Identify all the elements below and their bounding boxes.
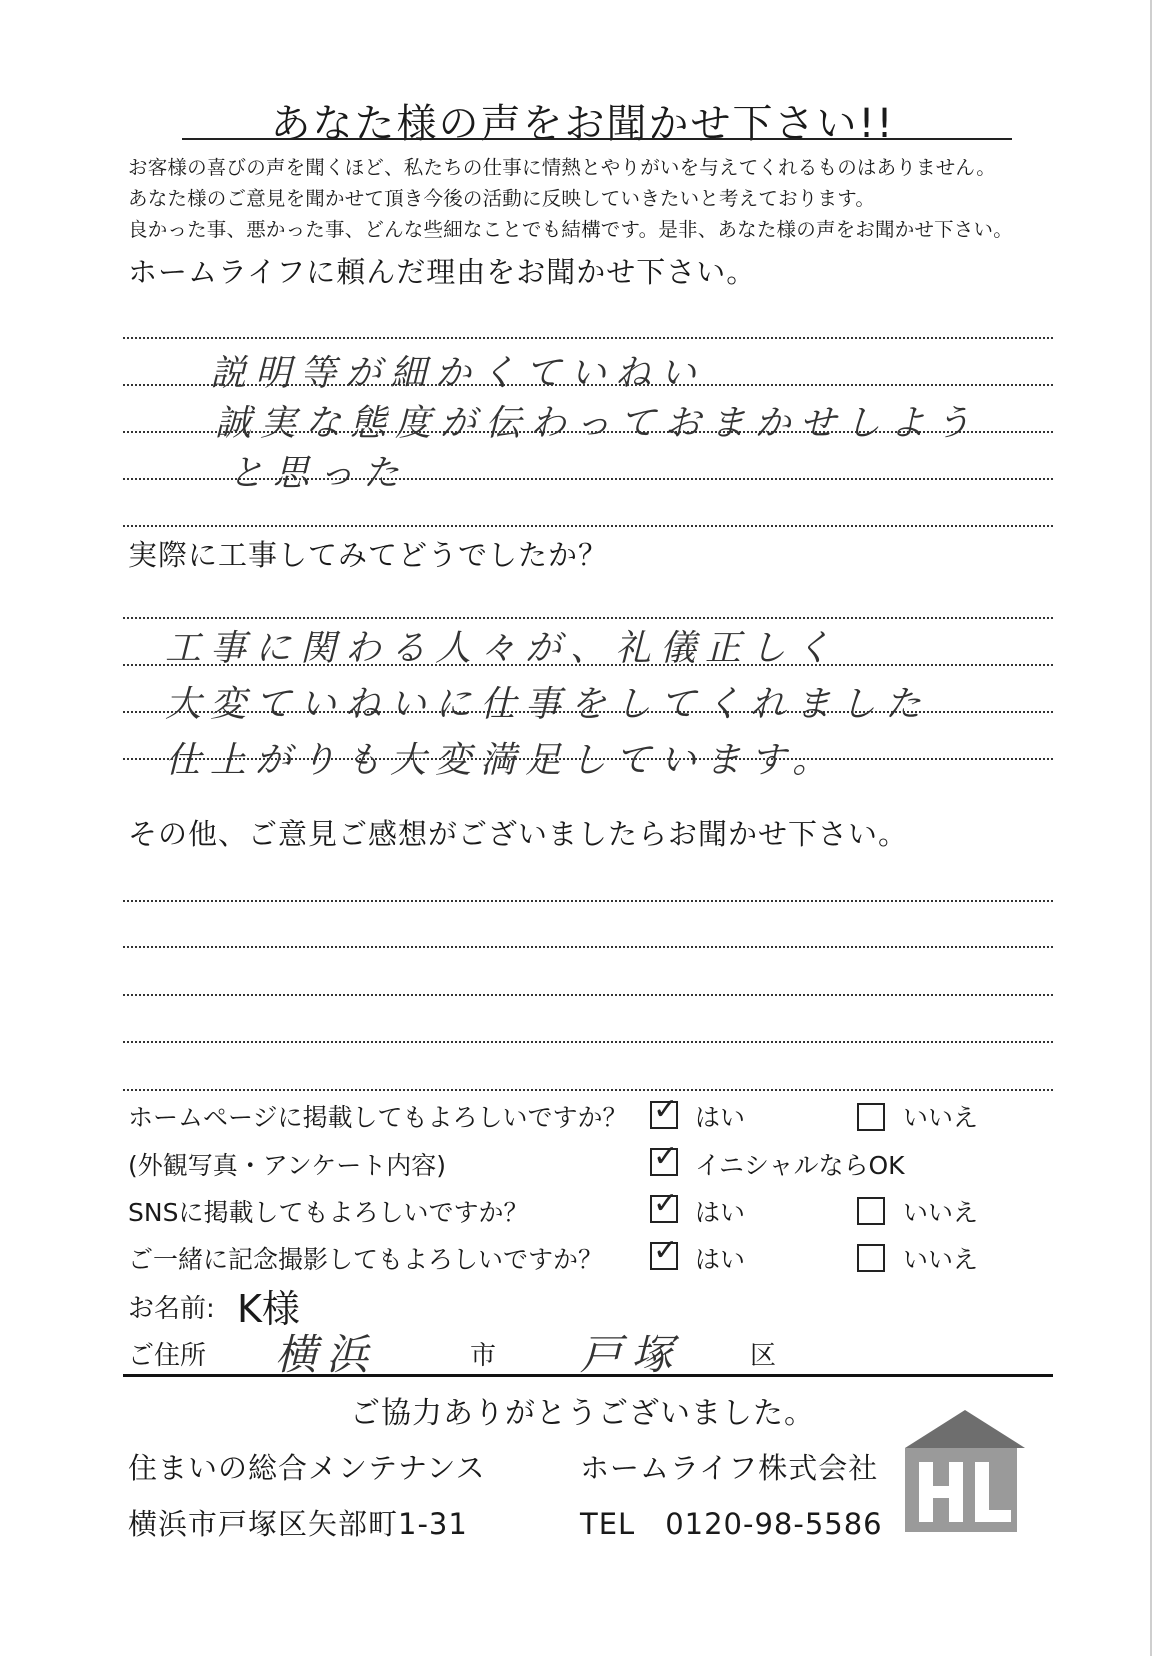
writing-line [123, 758, 1053, 760]
question-experience: 実際に工事してみてどうでしたか？ [128, 538, 609, 572]
footer-divider [123, 1374, 1053, 1377]
writing-line [123, 337, 1053, 339]
answer-reason-line-2: 誠実な態度が伝わっておまかせしよう [215, 403, 980, 444]
writing-line [123, 525, 1053, 527]
thank-you-message: ご協力ありがとうございました。 [350, 1396, 815, 1431]
writing-line [123, 1089, 1053, 1091]
check-mark-icon: ✓ [653, 1233, 679, 1268]
initials-ok-checkbox[interactable] [650, 1139, 679, 1176]
check-mark-icon: ✓ [653, 1186, 679, 1221]
address-city: 横浜 [275, 1330, 378, 1379]
writing-line [123, 711, 1053, 713]
photo-yes-checkbox[interactable] [650, 1233, 679, 1270]
answer-experience-line-2: 大変ていねいに仕事をしてくれました [165, 684, 931, 725]
answer-reason-line-1: 説明等が細かくていねい [210, 353, 706, 394]
answer-experience-line-1: 工事に関わる人々が、礼儀正しく [165, 628, 841, 669]
photo-consent-question: ご一緒に記念撮影してもよろしいですか？ [128, 1245, 604, 1274]
intro-line-2: あなた様のご意見を聞かせて頂き今後の活動に反映していきたいと考えております。 [128, 187, 876, 210]
answer-reason-line-3: と思った [228, 453, 409, 494]
photo-yes-label: はい [695, 1245, 746, 1274]
homepage-yes-label: はい [695, 1103, 746, 1132]
writing-line [123, 431, 1053, 433]
photo-no-label: いいえ [903, 1245, 979, 1274]
writing-line [123, 1041, 1053, 1043]
footer-tagline: 住まいの総合メンテナンス [128, 1451, 486, 1485]
sns-no-checkbox[interactable] [857, 1197, 885, 1225]
writing-line [123, 946, 1053, 948]
homepage-yes-checkbox[interactable] [650, 1092, 679, 1129]
writing-line [123, 664, 1053, 666]
address-label: ご住所 [128, 1341, 207, 1371]
writing-line [123, 617, 1053, 619]
intro-line-1: お客様の喜びの声を聞くほど、私たちの仕事に情熱とやりがいを与えてくれるものはありません。 [128, 156, 996, 179]
homepage-no-label: いいえ [903, 1103, 979, 1132]
intro-line-3: 良かった事、悪かった事、どんな些細なことでも結構です。是非、あなた様の声をお聞かせ下さい。 [128, 218, 1013, 241]
address-ward: 戸塚 [580, 1330, 683, 1379]
footer-tel: TEL 0120-98-5586 [580, 1507, 883, 1541]
question-reason: ホームライフに頼んだ理由をお聞かせ下さい。 [128, 255, 757, 289]
check-mark-icon: ✓ [653, 1092, 679, 1127]
answer-experience-line-3: 仕上がりも大変満足しています。 [165, 740, 838, 781]
sns-no-label: いいえ [903, 1198, 979, 1227]
writing-line [123, 478, 1053, 480]
writing-line [123, 994, 1053, 996]
writing-line [123, 384, 1053, 386]
sns-consent-question: SNSに掲載してもよろしいですか？ [128, 1198, 529, 1227]
address-ward-suffix: 区 [750, 1341, 777, 1371]
sns-yes-checkbox[interactable] [650, 1186, 679, 1223]
address-city-suffix: 市 [470, 1341, 497, 1371]
footer-company: ホームライフ株式会社 [580, 1451, 879, 1485]
initials-ok-label: イニシャルならOK [695, 1151, 905, 1180]
footer-address: 横浜市戸塚区矢部町1-31 [128, 1507, 468, 1541]
title-underline [182, 138, 1012, 140]
photo-content-note: (外観写真・アンケート内容) [128, 1151, 447, 1180]
name-label: お名前: [128, 1294, 215, 1324]
writing-line [123, 900, 1053, 902]
survey-title: あなた様の声をお聞かせ下さい!! [270, 101, 895, 147]
question-other: その他、ご意見ご感想がございましたらお聞かせ下さい。 [128, 817, 909, 851]
check-mark-icon: ✓ [653, 1139, 679, 1174]
company-logo [905, 1410, 1025, 1539]
homepage-no-checkbox[interactable] [857, 1103, 885, 1131]
photo-no-checkbox[interactable] [857, 1244, 885, 1272]
homepage-consent-question: ホームページに掲載してもよろしいですか？ [128, 1103, 628, 1132]
name-value: K様 [237, 1287, 300, 1331]
sns-yes-label: はい [695, 1198, 746, 1227]
